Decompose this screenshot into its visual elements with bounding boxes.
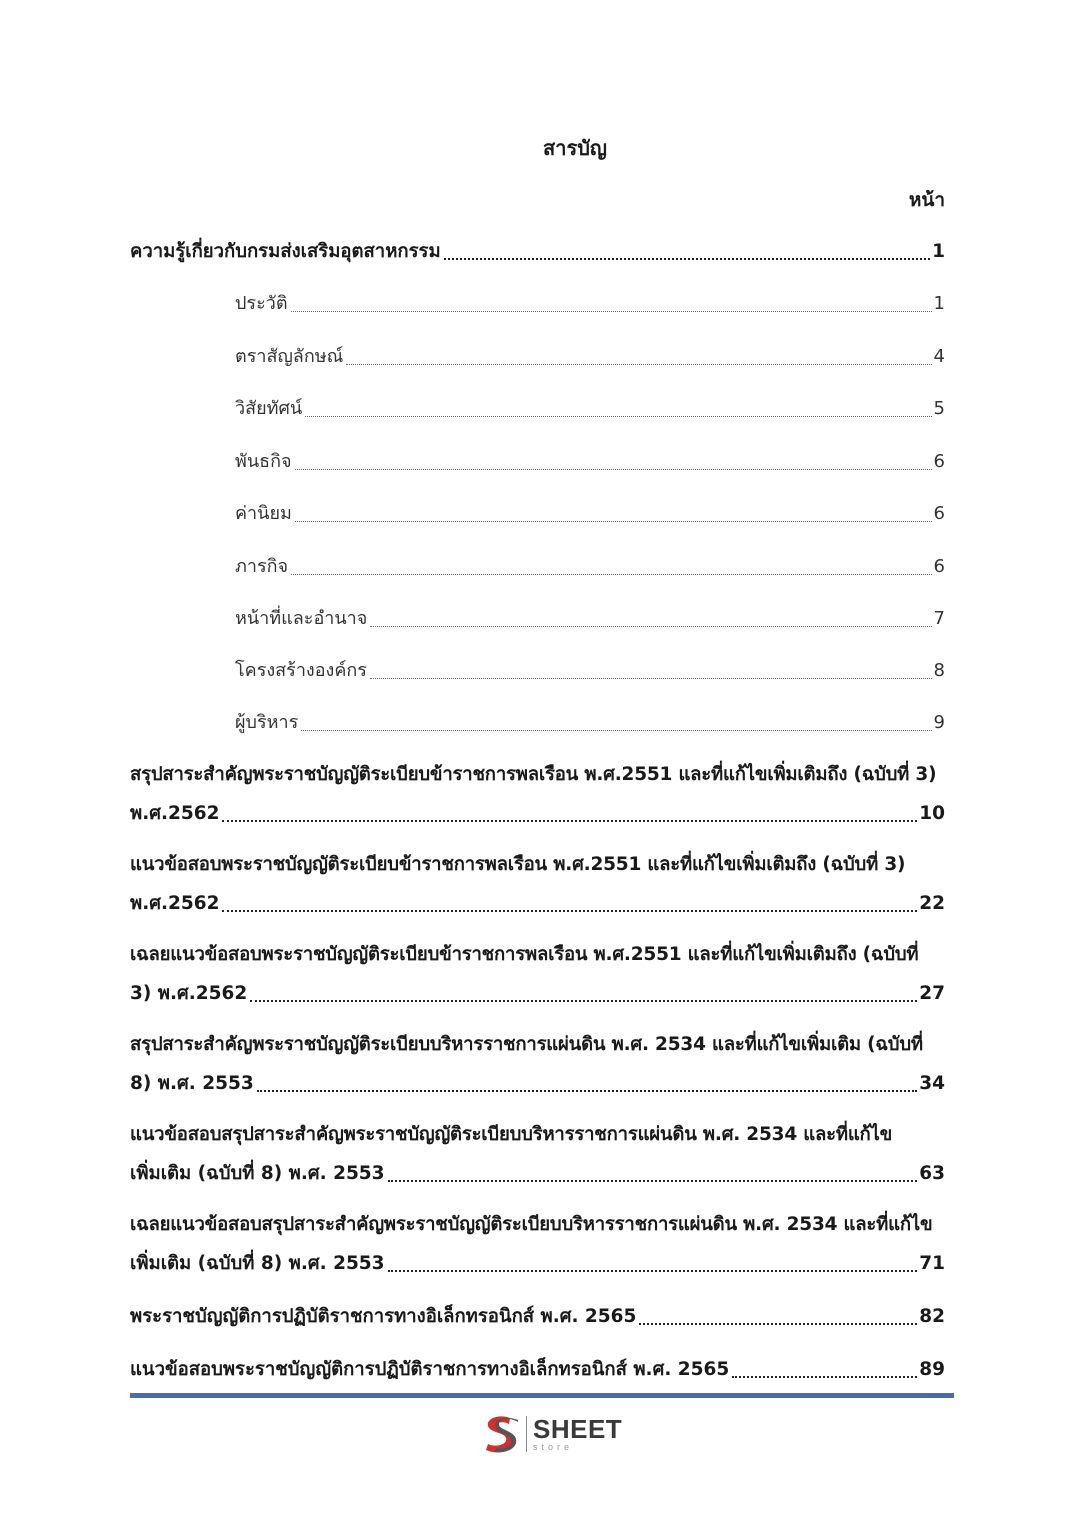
toc-entry-title: พันธกิจ <box>235 451 292 472</box>
logo-wordmark: SHEET <box>533 1414 623 1444</box>
toc-entry-page: 82 <box>919 1306 945 1327</box>
dot-leader <box>257 1090 918 1092</box>
toc-entry-page: 10 <box>919 803 945 824</box>
toc-entry-title: วิสัยทัศน์ <box>235 398 303 419</box>
toc-entry[interactable] <box>130 848 945 920</box>
toc-entry-title: เฉลยแนวข้อสอบพระราชบัญญัติระเบียบข้าราชการพลเรือน พ.ศ.2551 และที่แก้ไขเพิ่มเติมถึง (ฉบับที่ <box>130 944 919 965</box>
toc-entry-title: ภารกิจ <box>235 556 289 577</box>
dot-leader <box>291 574 931 575</box>
toc-entry[interactable] <box>130 1028 945 1100</box>
toc-entry-title: สรุปสาระสำคัญพระราชบัญญัติระเบียบบริหารราชการแผ่นดิน พ.ศ. 2534 และที่แก้ไขเพิ่มเติม (ฉบับที่ <box>130 1034 923 1055</box>
toc-entry-page: 27 <box>919 983 945 1004</box>
dot-leader <box>222 820 917 822</box>
toc-entry-page: 4 <box>933 346 945 367</box>
dot-leader <box>388 1180 918 1182</box>
toc-subentry[interactable] <box>235 446 945 478</box>
toc-entry-title: โครงสร้างองค์กร <box>235 660 367 681</box>
toc-entry-page: 1 <box>932 241 945 262</box>
toc-entry-page: 22 <box>919 893 945 914</box>
page-title: สารบัญ <box>543 136 607 160</box>
toc-entry-page: 9 <box>933 712 945 733</box>
toc-subentry[interactable] <box>235 498 945 530</box>
toc-entry[interactable] <box>130 758 945 830</box>
toc-entry-page: 5 <box>933 398 945 419</box>
toc-entry-title-cont: เพิ่มเติม (ฉบับที่ 8) พ.ศ. 2553 <box>130 1253 385 1274</box>
toc-entry-title-cont: พ.ศ.2562 <box>130 803 220 824</box>
dot-leader <box>305 416 931 417</box>
dot-leader <box>370 678 932 679</box>
toc-entry-title: แนวข้อสอบพระราชบัญญัติระเบียบข้าราชการพลเรือน พ.ศ.2551 และที่แก้ไขเพิ่มเติมถึง (ฉบับที่ 3) <box>130 854 906 875</box>
dot-leader <box>444 258 930 260</box>
toc-entry-title: พระราชบัญญัติการปฏิบัติราชการทางอิเล็กทรอนิกส์ พ.ศ. 2565 <box>130 1306 637 1327</box>
toc-entry-title: ประวัติ <box>235 293 288 314</box>
toc-entry-title: ผู้บริหาร <box>235 712 299 733</box>
toc-entry[interactable] <box>130 938 945 1010</box>
toc-entry-page: 1 <box>933 293 945 314</box>
toc-entry-title: เฉลยแนวข้อสอบสรุปสาระสำคัญพระราชบัญญัติระเบียบบริหารราชการแผ่นดิน พ.ศ. 2534 และที่แก้ไข <box>130 1214 933 1235</box>
toc-entry-page: 71 <box>919 1253 945 1274</box>
toc-entry-title: แนวข้อสอบสรุปสาระสำคัญพระราชบัญญัติระเบียบบริหารราชการแผ่นดิน พ.ศ. 2534 และที่แก้ไข <box>130 1124 893 1145</box>
toc-entry[interactable] <box>130 1301 945 1333</box>
toc-subentry[interactable] <box>235 707 945 739</box>
toc-subentry[interactable] <box>235 341 945 373</box>
toc-entry-title-cont: พ.ศ.2562 <box>130 893 220 914</box>
toc-entry-page: 63 <box>919 1163 945 1184</box>
toc-entry-page: 6 <box>933 556 945 577</box>
dot-leader <box>295 469 932 470</box>
toc-entry-title: สรุปสาระสำคัญพระราชบัญญัติระเบียบข้าราชการพลเรือน พ.ศ.2551 และที่แก้ไขเพิ่มเติมถึง (ฉบับที่ 3) <box>130 764 937 785</box>
toc-entry-title: ตราสัญลักษณ์ <box>235 346 344 367</box>
toc-entry[interactable] <box>130 1354 945 1386</box>
toc-entry[interactable] <box>130 236 945 268</box>
dot-leader <box>291 311 932 312</box>
dot-leader <box>301 730 931 731</box>
toc-entry-title: ความรู้เกี่ยวกับกรมส่งเสริมอุตสาหกรรม <box>130 241 441 262</box>
logo-divider <box>526 1416 527 1452</box>
toc-entry-title: หน้าที่และอำนาจ <box>235 608 368 629</box>
dot-leader <box>388 1270 918 1272</box>
toc-subentry[interactable] <box>235 655 945 687</box>
sheet-store-s-logo-icon <box>480 1412 522 1456</box>
dot-leader <box>732 1376 917 1378</box>
toc-subentry[interactable] <box>235 551 945 583</box>
toc-subentry[interactable] <box>235 288 945 320</box>
toc-entry[interactable] <box>130 1118 945 1190</box>
toc-entry-page: 6 <box>933 503 945 524</box>
toc-entry-title: แนวข้อสอบพระราชบัญญัติการปฏิบัติราชการทางอิเล็กทรอนิกส์ พ.ศ. 2565 <box>130 1359 730 1380</box>
logo-subtext: store <box>533 1442 574 1452</box>
toc-entry-title-cont: เพิ่มเติม (ฉบับที่ 8) พ.ศ. 2553 <box>130 1163 385 1184</box>
toc-entry-title-cont: 3) พ.ศ.2562 <box>130 983 248 1004</box>
toc-subentry[interactable] <box>235 603 945 635</box>
dot-leader <box>370 626 931 627</box>
toc-entry-title: ค่านิยม <box>235 503 292 524</box>
dot-leader <box>295 521 932 522</box>
dot-leader <box>346 364 931 365</box>
page-column-header: หน้า <box>908 189 945 211</box>
sheet-store-logo <box>480 1412 630 1456</box>
footer-divider-bar <box>130 1393 954 1398</box>
dot-leader <box>639 1323 917 1325</box>
toc-subentry[interactable] <box>235 393 945 425</box>
toc-entry-page: 7 <box>933 608 945 629</box>
toc-entry[interactable] <box>130 1208 945 1280</box>
dot-leader <box>250 1000 917 1002</box>
toc-entry-page: 8 <box>933 660 945 681</box>
toc-entry-page: 6 <box>933 451 945 472</box>
toc-entry-page: 34 <box>919 1073 945 1094</box>
dot-leader <box>222 910 917 912</box>
toc-entry-title-cont: 8) พ.ศ. 2553 <box>130 1073 254 1094</box>
toc-entry-page: 89 <box>919 1359 945 1380</box>
